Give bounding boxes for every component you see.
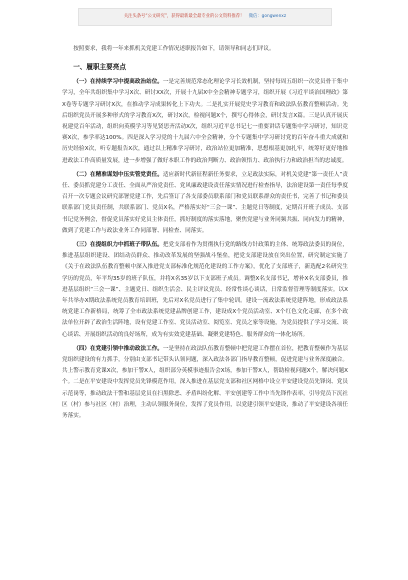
contact-text: 微信：gongwenxz: [248, 14, 287, 19]
intro-paragraph: 按照要求，我将一年来抓机关党建工作情况述职报告如下，请领导和同志们评议。: [73, 46, 275, 52]
section-2-lead: （二）在精准谋划中压实管党责任。: [73, 171, 163, 178]
section-2-text: 适应新时代新征程新任务要求，立足政法实际，对机关党建“第一责任人”责任、委员抓党建分工责任、全面从严治党责任、党风廉政建设责任落实情况进行检查指导，法治建设第一责任每季度召开一次专题会议研究部署党建工作，先后签订了各支部委员联系部门和党员联系群众的责任书，完善了书记和委员联系部门党员责任制，共联系部门、党员X名，严格落实好“三会一课”、主题党日等制度，定期召开班子成员、支部书记党务例会，督促党员落实好党员主体责任，抓好制度的落实落地，聚焦党建与业务同频共振、同向发力的精神，做到了党建工作与政法业务工作同部署、同检查、同落实。: [62, 171, 348, 234]
section-1-text: 一是完善规范常态化理论学习长效机制，坚持每周五组织一次党员骨干集中学习，全年共组织集中学习X次、研讨XX次，开展十九届X中全会精神专题学习，组织开展《习近平谈治国理政》第X卷等专题学习研讨X次，在推动学习成果转化上下功夫。二是扎实开展党史学习教育和政法队伍教育整顿活动。先后组织党员开展多种形式的学习教育X次，研讨X次，检视问题X个，撰写心得体会，研讨发言X篇。三是认真开展庆祝建党百年活动，组织向英模学习等见贤思齐活动X次，组织习近平总书记七一重要讲话专题集中学习研讨，知识竞赛X次，参学率达100%。四是深入学习党的十九届六中全会精神，分个专题集中学习研讨党的百年奋斗重大成就和历史经验X次，听专题报告X次，通过以上精准学习研讨，政治站位更加精准，思想根基更加扎牢，统筹好更好地推进政法工作高质量发展，进一步增强了做好本职工作的政治判断力、政治领悟力、政治执行力和政治担当的忠诚度。: [62, 79, 348, 164]
section-3-lead: （三）在提组织力中抓班子带队伍。: [73, 242, 163, 249]
promo-banner[interactable]: [78, 8, 332, 26]
section-1-lead: （一）在持续学习中提高政治站位。: [73, 79, 163, 86]
section-3-text: 把党支部看作为贯彻执行党的路线方针政策的主体、统筹政法委员的岗位，推进基层组织建设、团结动员群众、推动改革发展的坚强战斗堡垒，把党支部建设放在突出位置，研究制定实施了《关于在政法队伍教育整顿中深入推进党支部标准化规范化建设的工作方案》，优化了支部班子，新选配2名研究生学历的党员，年平均35岁的班子队伍，并将X名35岁以下支部班子成员。调整X名支部书记，增补X名支部委员，推进基层组织“三会一课”、主题党日、组织生活会、民主评议党员、经常性谈心谈话，日常监督管理等制度落实。以X年共举办X期政法系统党员教育培训班，先后对X名党员进行了集中轮训。建设一流政法系统党建阵地，形成政法系统党建工作新格局，统筹了全市政法系统党建品牌创建工作，建设成X个党员活动室、X个红色文化走廊，在多个政法单位开辟了政治生活阵地，设有党建工作室、党员活动室、阅览室、党员之家等设施，为党员提供了学习交流、谈心谈话、开展组织活动的良好场所，成为有实效党建基础、凝聚党建特色、服务群众的一体化场所。: [62, 242, 348, 338]
section-4-paragraph: [62, 344, 348, 422]
document-body: [62, 44, 348, 422]
promo-text: 关注头条号“公文研究”，获得最新最全最专业的公文资料推荐！: [123, 14, 245, 19]
section-4-lead: （四）在党建引领中推动政法工作。: [73, 345, 163, 352]
section-heading: 一、履职主要亮点: [73, 63, 126, 72]
section-1-paragraph: [62, 77, 348, 167]
section-2-paragraph: [62, 170, 348, 237]
section-3-paragraph: [62, 240, 348, 341]
section-4-text: 一是坚持在政法队伍教育整顿中把党建工作摆在首位，把教育整顿作为基层党组织建设的有力抓手，分别由支部书记带头认领问题，深入政法各部门指导教育整顿，促进党建与业务深度融合。共上警示教育党课X次，参加干警X人，组织部分英模事迹报告会X场，参加干警X人，帮助检视问题X个，解决问题X个。二是在平安建设中发挥党员先锋模范作用，深入推进在基层党支部和社区网格中设立平安建设党员先锋岗、党员示范岗等，推动政法干警和基层党员在扫黑除恶、矛盾纠纷化解、平安创建等工作中当先锋作表率，引导党员下沉社区（村）参与社区（村）治理，主动认领服务岗位，发挥了党员作用，以党建引领平安建设，推动了平安建设各项任务落实。: [62, 345, 348, 420]
